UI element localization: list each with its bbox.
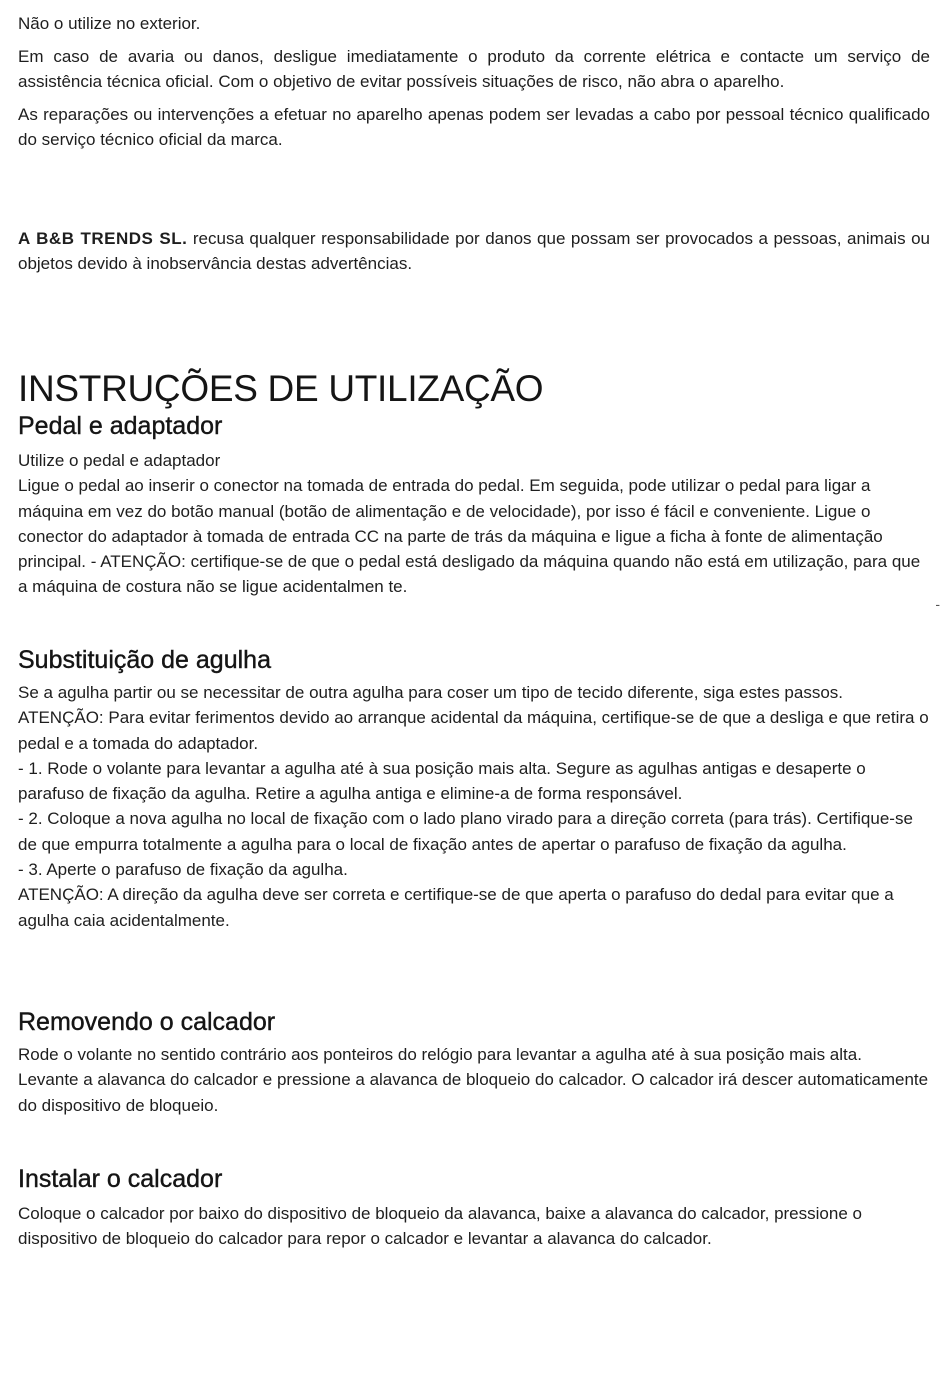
install-foot-step-1: Coloque o calcador por baixo do dispositivo de bloqueio da alavanca, baixe a alavanca do calcador, pressione o dispositivo de bloqueio do calcador para repor o calcador e levantar a alavanca do calcador.: [18, 1204, 862, 1249]
disclaimer-text: recusa qualquer responsabilidade por danos que possam ser provocados a pessoas, animais ou objetos devido à inobservância destas advertências.: [18, 229, 930, 273]
pedal-intro: Utilize o pedal e adaptador: [18, 451, 221, 470]
pedal-body: Ligue o pedal ao inserir o conector na tomada de entrada do pedal. Em seguida, pode utilizar o pedal para ligar a máquina em vez do botão manual (botão de alimentação e de velocidade), por isso é fácil e conveniente. Ligue o conector do adaptador à tomada de entrada CC na parte de trás da máquina e ligue a ficha à fonte de alimentação principal. - ATENÇÃO: certifique-se de que o pedal está desligado da máquina quando não está em utilização, para que a máquina de costura não se ligue acidentalmen te.: [18, 476, 921, 597]
warning-repairs: As reparações ou intervenções a efetuar no aparelho apenas podem ser levadas a cabo por pessoal técnico qualificado do serviço técnico oficial da marca.: [18, 105, 930, 149]
section-install-foot: [18, 1163, 930, 1252]
remove-foot-step-2: Levante a alavanca do calcador e pressione a alavanca de bloqueio do calcador. O calcador irá descer automaticamente do dispositivo de bloqueio.: [18, 1070, 929, 1115]
margin-mark: -: [935, 596, 940, 612]
section-heading-needle: Substituição de agulha: [18, 646, 271, 674]
section-pedal: [18, 410, 930, 600]
needle-step-2: - 2. Coloque a nova agulha no local de fixação com o lado plano virado para a direção correta (para trás). Certifique-se de que empurra totalmente a agulha para o local de fixação antes de apertar o parafuso de fixação da agulha.: [18, 809, 913, 854]
brand-name: A B&B TRENDS SL.: [18, 229, 188, 248]
warning-outdoor: Não o utilize no exterior.: [18, 14, 201, 33]
disclaimer: [18, 226, 930, 276]
section-heading-remove-foot: Removendo o calcador: [18, 1008, 276, 1036]
safety-warnings: [18, 11, 930, 152]
remove-foot-step-1: Rode o volante no sentido contrário aos ponteiros do relógio para levantar a agulha até à sua posição mais alta.: [18, 1045, 862, 1064]
section-remove-foot: [18, 1006, 930, 1118]
page-title: INSTRUÇÕES DE UTILIZAÇÃO: [18, 368, 544, 409]
warning-damage: Em caso de avaria ou danos, desligue imediatamente o produto da corrente elétrica e contacte um serviço de assistência técnica oficial. Com o objetivo de evitar possíveis situações de risco, não abra o aparelho.: [18, 47, 930, 91]
needle-intro: Se a agulha partir ou se necessitar de outra agulha para coser um tipo de tecido diferente, siga estes passos.: [18, 683, 843, 702]
needle-step-3: - 3. Aperte o parafuso de fixação da agulha.: [18, 860, 348, 880]
section-heading-install-foot: Instalar o calcador: [18, 1165, 223, 1193]
needle-warning-2: ATENÇÃO: A direção da agulha deve ser correta e certifique-se de que aperta o parafuso do dedal para evitar que a agulha caia acidentalmente.: [18, 885, 894, 930]
section-heading-pedal: Pedal e adaptador: [18, 412, 223, 440]
section-needle: [18, 644, 930, 933]
needle-warning-1: ATENÇÃO: Para evitar ferimentos devido ao arranque acidental da máquina, certifique-se de que a desliga e que retira o pedal e a tomada do adaptador.: [18, 708, 929, 753]
needle-step-1: - 1. Rode o volante para levantar a agulha até à sua posição mais alta. Segure as agulhas antigas e desaperte o parafuso de fixação da agulha. Retire a agulha antiga e elimine-a de forma responsável.: [18, 758, 866, 804]
